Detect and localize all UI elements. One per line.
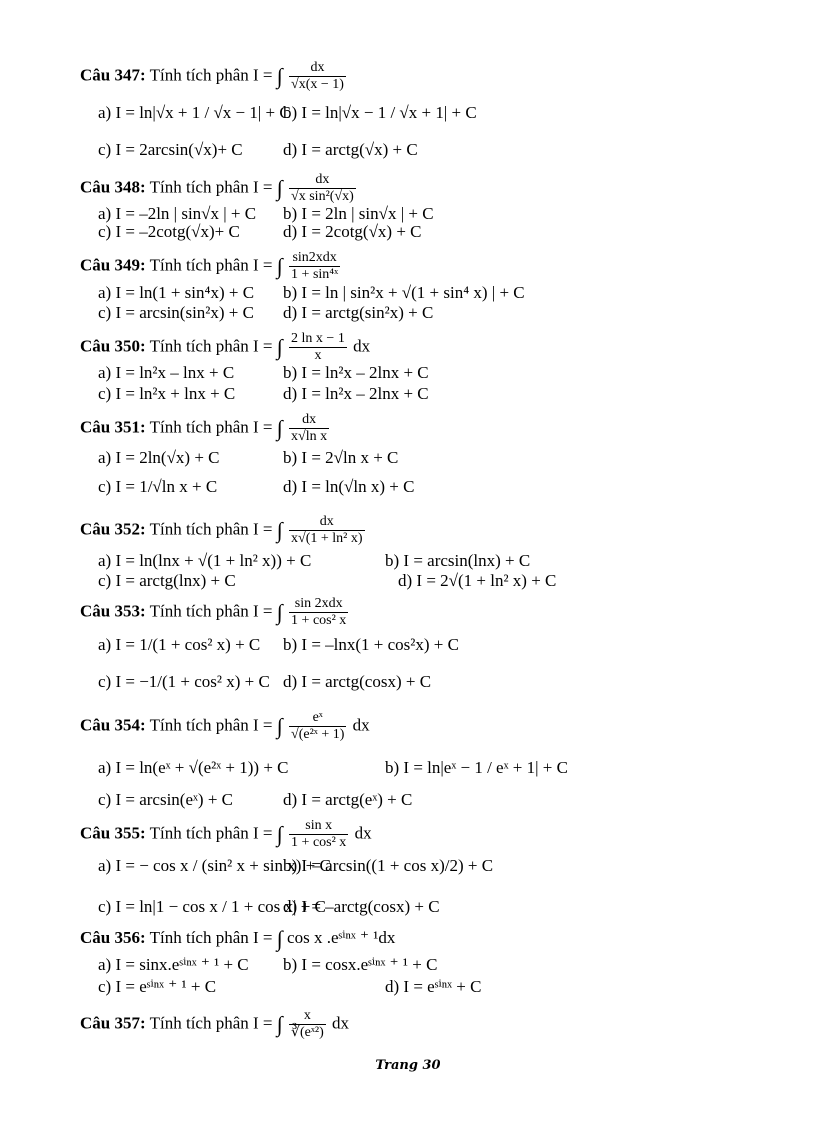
integral-sign: ∫ [276, 599, 283, 625]
question-prompt: Tính tích phân I = [149, 417, 277, 437]
question-355 [80, 818, 372, 851]
answer-b[interactable]: b) I = arcsin(lnx) + C [385, 551, 531, 570]
answer-a[interactable]: a) I = ln(lnx + √(1 + ln² x)) + C [98, 551, 312, 570]
question-prompt: Tính tích phân I = [149, 601, 277, 621]
answer-c[interactable]: c) I = arcsin(sin²x) + C [98, 303, 254, 322]
answer-a[interactable]: a) I = ln|√x + 1 / √x − 1| + C [98, 103, 291, 122]
integral-sign: ∫ [276, 175, 283, 201]
answer-c[interactable]: c) I = ln|1 − cos x / 1 + cos x| + C [98, 897, 326, 916]
answer-a[interactable]: a) I = 1/(1 + cos² x) + C [98, 635, 261, 654]
integrand-numerator: dx [289, 514, 365, 531]
integrand-fraction [289, 596, 348, 629]
answer-b[interactable]: b) I = cosx.eˢⁱⁿˣ ⁺ ¹ + C [283, 955, 438, 974]
integrand-denominator: ∛(eˣ²) [291, 1025, 324, 1040]
answer-a[interactable]: a) I = –2ln | sin√x | + C [98, 204, 257, 223]
integrand-denominator: x [314, 348, 322, 363]
question-label: Câu 348: [80, 177, 146, 197]
answer-c[interactable]: c) I = 1/√ln x + C [98, 477, 218, 496]
question-349 [80, 250, 342, 283]
answer-d[interactable]: d) I = –arctg(cosx) + C [283, 897, 440, 916]
question-prompt: Tính tích phân I = [149, 336, 277, 356]
answer-d[interactable]: d) I = 2√(1 + ln² x) + C [398, 571, 557, 590]
answer-b[interactable]: b) I = ln|√x − 1 / √x + 1| + C [283, 103, 477, 122]
answer-a[interactable]: a) I = ln(eˣ + √(e²ˣ + 1)) + C [98, 758, 289, 777]
answer-d[interactable]: d) I = ln²x – 2lnx + C [283, 384, 429, 403]
question-prompt: Tính tích phân I = [149, 715, 277, 735]
answer-b[interactable]: b) I = ln | sin²x + √(1 + sin⁴ x) | + C [283, 283, 525, 302]
integrand-denominator: 1 + cos² x [291, 613, 347, 628]
integrand-fraction [289, 412, 329, 445]
integrand-numerator: x [289, 1008, 326, 1025]
integrand-denominator: x√ln x [291, 429, 328, 444]
question-350 [80, 331, 370, 364]
answer-a[interactable]: a) I = sinx.eˢⁱⁿˣ ⁺ ¹ + C [98, 955, 249, 974]
integrand-denominator: √(e²ˣ + 1) [291, 727, 345, 742]
integral-sign: ∫ [276, 415, 283, 441]
question-prompt: Tính tích phân I = [149, 928, 277, 947]
answer-c[interactable]: c) I = –2cotg(√x)+ C [98, 222, 240, 241]
integrand-fraction [289, 514, 365, 547]
integral-sign: ∫ [276, 517, 283, 543]
integrand-fraction [289, 172, 356, 205]
integral-sign: ∫ [276, 1011, 283, 1037]
integrand-denominator: x√(1 + ln² x) [291, 531, 363, 546]
question-prompt: Tính tích phân I = [149, 255, 277, 275]
answer-b[interactable]: b) I = –lnx(1 + cos²x) + C [283, 635, 459, 654]
answer-b[interactable]: b) I = ln²x – 2lnx + C [283, 363, 429, 382]
answer-c[interactable]: c) I = ln²x + lnx + C [98, 384, 236, 403]
integrand-fraction [289, 710, 346, 743]
question-label: Câu 349: [80, 255, 146, 275]
answer-b[interactable]: b) I = arcsin((1 + cos x)/2) + C [283, 856, 494, 875]
integrand-numerator: eˣ [289, 710, 346, 727]
question-label: Câu 353: [80, 601, 146, 621]
integral-sign: ∫ [276, 713, 283, 739]
integrand-denominator: 1 + cos² x [291, 835, 347, 850]
question-347 [80, 60, 348, 93]
answer-d[interactable]: d) I = eˢⁱⁿˣ + C [385, 977, 482, 996]
question-label: Câu 351: [80, 417, 146, 437]
integral-sign: ∫ [276, 253, 283, 279]
integrand-numerator: dx [289, 412, 329, 429]
integrand-denominator: 1 + sin⁴ˣ [291, 267, 339, 282]
question-label: Câu 357: [80, 1013, 146, 1033]
question-label: Câu 350: [80, 336, 146, 356]
answer-a[interactable]: a) I = ln²x – lnx + C [98, 363, 235, 382]
integrand-fraction [289, 60, 346, 93]
answer-d[interactable]: d) I = 2cotg(√x) + C [283, 222, 422, 241]
answer-c[interactable]: c) I = arcsin(eˣ) + C [98, 790, 234, 809]
answer-b[interactable]: b) I = 2√ln x + C [283, 448, 399, 467]
integrand-fraction [289, 818, 348, 851]
integrand-fraction [289, 250, 340, 283]
answer-a[interactable]: a) I = − cos x / (sin² x + sin x) + C [98, 856, 331, 875]
answer-c[interactable]: c) I = 2arcsin(√x)+ C [98, 140, 243, 159]
question-label: Câu 352: [80, 519, 146, 539]
question-353 [80, 596, 350, 629]
integrand-numerator: dx [289, 60, 346, 77]
integrand-dx: dx [332, 1013, 349, 1033]
question-354 [80, 710, 370, 743]
integrand-numerator: dx [289, 172, 356, 189]
integrand-denominator: √x(x − 1) [291, 77, 344, 92]
question-prompt: Tính tích phân I = [149, 1013, 277, 1033]
question-351 [80, 412, 331, 445]
question-348 [80, 172, 358, 205]
question-prompt: Tính tích phân I = [149, 823, 277, 843]
question-prompt: Tính tích phân I = [149, 65, 277, 85]
answer-b[interactable]: b) I = ln|eˣ − 1 / eˣ + 1| + C [385, 758, 568, 777]
question-label: Câu 354: [80, 715, 146, 735]
integrand-inline: cos x .eˢⁱⁿˣ ⁺ ¹dx [287, 928, 396, 947]
integrand-numerator: 2 ln x − 1 [291, 331, 345, 346]
answer-b[interactable]: b) I = 2ln | sin√x | + C [283, 204, 434, 223]
question-label: Câu 356: [80, 928, 146, 947]
question-prompt: Tính tích phân I = [149, 519, 277, 539]
page-footer: Trang 30 [375, 1058, 441, 1073]
answer-d[interactable]: d) I = ln(√ln x) + C [283, 477, 415, 496]
integrand-dx: dx [352, 715, 370, 735]
answer-a[interactable]: a) I = ln(1 + sin⁴x) + C [98, 283, 255, 302]
integral-sign: ∫ [276, 334, 283, 360]
integrand-denominator: √x sin²(√x) [291, 189, 354, 204]
answer-a[interactable]: a) I = 2ln(√x) + C [98, 448, 220, 467]
answer-d[interactable]: d) I = arctg(√x) + C [283, 140, 418, 159]
question-352 [80, 514, 367, 547]
integral-sign: ∫ [276, 926, 283, 952]
answer-c[interactable]: c) I = eˢⁱⁿˣ ⁺ ¹ + C [98, 977, 217, 996]
answer-d[interactable]: d) I = arctg(eˣ) + C [283, 790, 413, 809]
answer-d[interactable]: d) I = arctg(cosx) + C [283, 672, 432, 691]
question-357 [80, 1008, 349, 1041]
integrand-numerator: sin 2xdx [289, 596, 348, 613]
integral-sign: ∫ [276, 821, 283, 847]
answer-d[interactable]: d) I = arctg(sin²x) + C [283, 303, 434, 322]
integrand-fraction [289, 331, 347, 364]
integral-sign: ∫ [276, 63, 283, 89]
question-label: Câu 347: [80, 65, 146, 85]
integrand-numerator: sin x [289, 818, 348, 835]
integrand-dx: dx [354, 823, 372, 843]
question-356 [80, 926, 396, 952]
integrand-numerator: sin2xdx [289, 250, 340, 267]
integrand-fraction [289, 1008, 326, 1041]
question-label: Câu 355: [80, 823, 146, 843]
question-prompt: Tính tích phân I = [149, 177, 277, 197]
answer-c[interactable]: c) I = arctg(lnx) + C [98, 571, 236, 590]
answer-c[interactable]: c) I = −1/(1 + cos² x) + C [98, 672, 270, 691]
integrand-dx: dx [353, 336, 371, 356]
